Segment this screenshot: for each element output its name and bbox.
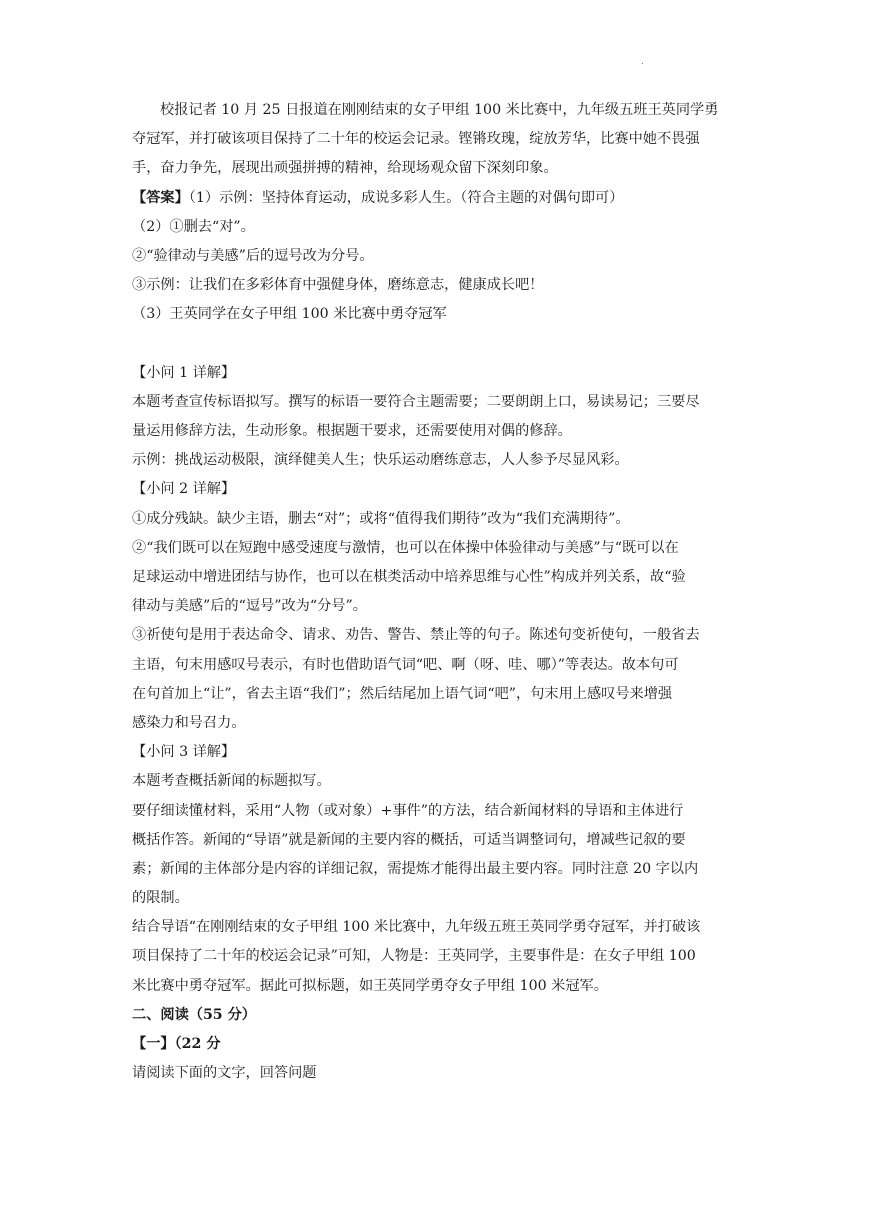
section-subtitle: 【一】（22 分 [132, 1036, 221, 1052]
answer-line-5: （3）王英同学在女子甲组 100 米比赛中勇夺冠军 [132, 306, 447, 323]
q2-line: 在句首加上“让”，省去主语“我们”；然后结尾加上语气词“吧”，句末用上感叹号来增强 [132, 685, 673, 702]
answer-line-2: （2）①删去“对”。 [132, 218, 255, 235]
news-paragraph-line: 手，奋力争先，展现出顽强拼搏的精神，给现场观众留下深刻印象。 [132, 160, 558, 177]
header-mark: . [641, 56, 644, 67]
answer-label: 【答案】 [132, 189, 189, 206]
q3-line: 结合导语“在刚刚结束的女子甲组 100 米比赛中，九年级五班王英同学勇夺冠军，并打破该 [132, 919, 701, 936]
q3-heading: 【小问 3 详解】 [132, 744, 236, 761]
q3-line: 要仔细读懂材料，采用“人物（或对象）+事件”的方法，结合新闻材料的导语和主体进行 [132, 802, 684, 819]
news-paragraph-line: 夺冠军，并打破该项目保持了二十年的校运会记录。铿锵玫瑰，绽放芳华，比赛中她不畏强 [132, 131, 700, 148]
q3-line: 本题考查概括新闻的标题拟写。 [132, 773, 331, 790]
q3-line: 的限制。 [132, 890, 189, 907]
answer-line-1 [132, 184, 737, 213]
q3-line: 项目保持了二十年的校运会记录”可知，人物是：王英同学，主要事件是：在女子甲组 100 [132, 948, 696, 965]
answer-line-3: ②“验律动与美感”后的逗号改为分号。 [132, 247, 374, 264]
section-instruction: 请阅读下面的文字，回答问题 [132, 1065, 317, 1082]
q2-line: 律动与美感”后的“逗号”改为“分号”。 [132, 598, 367, 615]
q1-line: 量运用修辞方法，生动形象。根据题干要求，还需要使用对偶的修辞。 [132, 423, 572, 440]
q1-heading: 【小问 1 详解】 [132, 364, 236, 381]
q2-line: ②“我们既可以在短跑中感受速度与激情，也可以在体操中体验律动与美感”与“既可以在 [132, 539, 679, 556]
q2-heading: 【小问 2 详解】 [132, 481, 236, 498]
spacer [132, 330, 737, 359]
answer-line-4: ③示例：让我们在多彩体育中强健身体，磨练意志，健康成长吧！ [132, 277, 544, 294]
q1-line: 本题考查宣传标语拟写。撰写的标语一要符合主题需要；二要朗朗上口，易读易记；三要尽 [132, 393, 700, 410]
q3-line: 素；新闻的主体部分是内容的详细记叙，需提炼才能得出最主要内容。同时注意 20 字以内 [132, 860, 699, 877]
news-paragraph-line: 校报记者 10 月 25 日报道在刚刚结束的女子甲组 100 米比赛中，九年级五班王英同学勇 [160, 102, 719, 118]
q1-line: 示例：挑战运动极限，演绎健美人生；快乐运动磨练意志，人人参予尽显风彩。 [132, 452, 629, 469]
answer-text: （1）示例：坚持体育运动，成说多彩人生。（符合主题的对偶句即可） [188, 189, 624, 206]
q2-line: 主语，句末用感叹号表示，有时也借助语气词“吧、啊（呀、哇、哪）”等表达。故本句可 [132, 656, 679, 673]
q3-line: 概括作答。新闻的“导语”就是新闻的主要内容的概括，可适当调整词句，增减些记叙的要 [132, 831, 686, 848]
q2-line: 感染力和号召力。 [132, 714, 246, 731]
document-page [132, 96, 737, 1088]
q2-line: ③祈使句是用于表达命令、请求、劝告、警告、禁止等的句子。陈述句变祈使句，一般省去 [132, 627, 700, 644]
q3-line: 米比赛中勇夺冠军。据此可拟标题，如王英同学勇夺女子甲组 100 米冠军。 [132, 977, 608, 994]
q2-line: ①成分残缺。缺少主语，删去“对”；或将“值得我们期待”改为“我们充满期待”。 [132, 510, 630, 527]
section-title: 二、阅读（55 分） [132, 1006, 256, 1023]
q2-line: 足球运动中增进团结与协作，也可以在棋类活动中培养思维与心性”构成并列关系，故“验 [132, 569, 686, 585]
